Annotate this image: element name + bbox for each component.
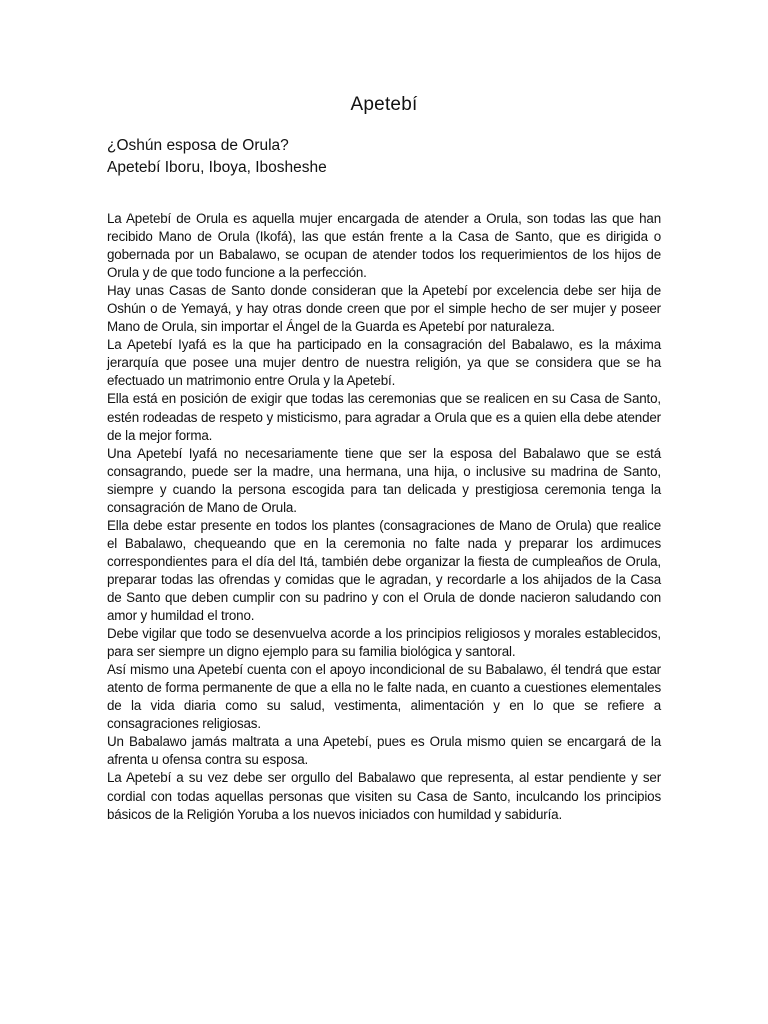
paragraph: La Apetebí de Orula es aquella mujer encargada de atender a Orula, son todas las que han recibido Mano de Orula (Ikofá), las que están frente a la Casa de Santo, que es dirigida o gobernada por un Babalawo, se ocupan de atender todos los requerimientos de los hijos de Orula y de que todo funcione a la perfección. [107,211,661,281]
paragraph: La Apetebí Iyafá es la que ha participado en la consagración del Babalawo, es la máxima jerarquía que posee una mujer dentro de nuestra religión, ya que se considera que se ha efectuado un matrimonio entre Orula y la Apetebí. [107,337,661,389]
document-title: Apetebí [350,94,418,115]
paragraph: Hay unas Casas de Santo donde consideran que la Apetebí por excelencia debe ser hija de Oshún o de Yemayá, y hay otras donde creen que por el simple hecho de ser mujer y poseer Mano de Orula, sin importar el Ángel de la Guarda es Apetebí por naturaleza. [107,283,661,335]
subtitle-names: Apetebí Iboru, Iboya, Ibosheshe [107,159,327,176]
paragraph: Así mismo una Apetebí cuenta con el apoyo incondicional de su Babalawo, él tendrá que estar atento de forma permanente de que a ella no le falte nada, en cuanto a cuestiones elementales de la vida diaria como su salud, vestimenta, alimentación y en lo que se refiere a consagraciones religiosas. [107,662,661,732]
paragraph: Ella está en posición de exigir que todas las ceremonias que se realicen en su Casa de Santo, estén rodeadas de respeto y misticismo, para agradar a Orula que es a quien ella debe atender de la mejor forma. [107,391,661,443]
paragraph: Una Apetebí Iyafá no necesariamente tiene que ser la esposa del Babalawo que se está consagrando, puede ser la madre, una hermana, una hija, o inclusive su madrina de Santo, siempre y cuando la persona escogida para tan delicada y prestigiosa ceremonia tenga la consagración de Mano de Orula. [107,445,661,515]
paragraph: Debe vigilar que todo se desenvuelva acorde a los principios religiosos y morales establecidos, para ser siempre un digno ejemplo para su familia biológica y santoral. [107,626,661,660]
subtitle-question: ¿Oshún esposa de Orula? [107,137,289,154]
paragraph: Un Babalawo jamás maltrata a una Apetebí, pues es Orula mismo quien se encargará de la afrenta u ofensa contra su esposa. [107,734,661,768]
paragraph: La Apetebí a su vez debe ser orgullo del Babalawo que representa, al estar pendiente y ser cordial con todas aquellas personas que visiten su Casa de Santo, inculcando los principios básicos de la Religión Yoruba a los nuevos iniciados con humildad y sabiduría. [107,770,661,822]
paragraph: Ella debe estar presente en todos los plantes (consagraciones de Mano de Orula) que realice el Babalawo, chequeando que en la ceremonia no falte nada y preparar los ardimuces correspondientes para el día del Itá, también debe organizar la fiesta de cumpleaños de Orula, preparar todas las ofrendas y comidas que le agradan, y recordarle a los ahijados de la Casa de Santo que deben cumplir con su padrino y con el Orula de donde nacieron saludando con amor y humildad el trono. [107,517,661,624]
document-body [107,210,661,824]
